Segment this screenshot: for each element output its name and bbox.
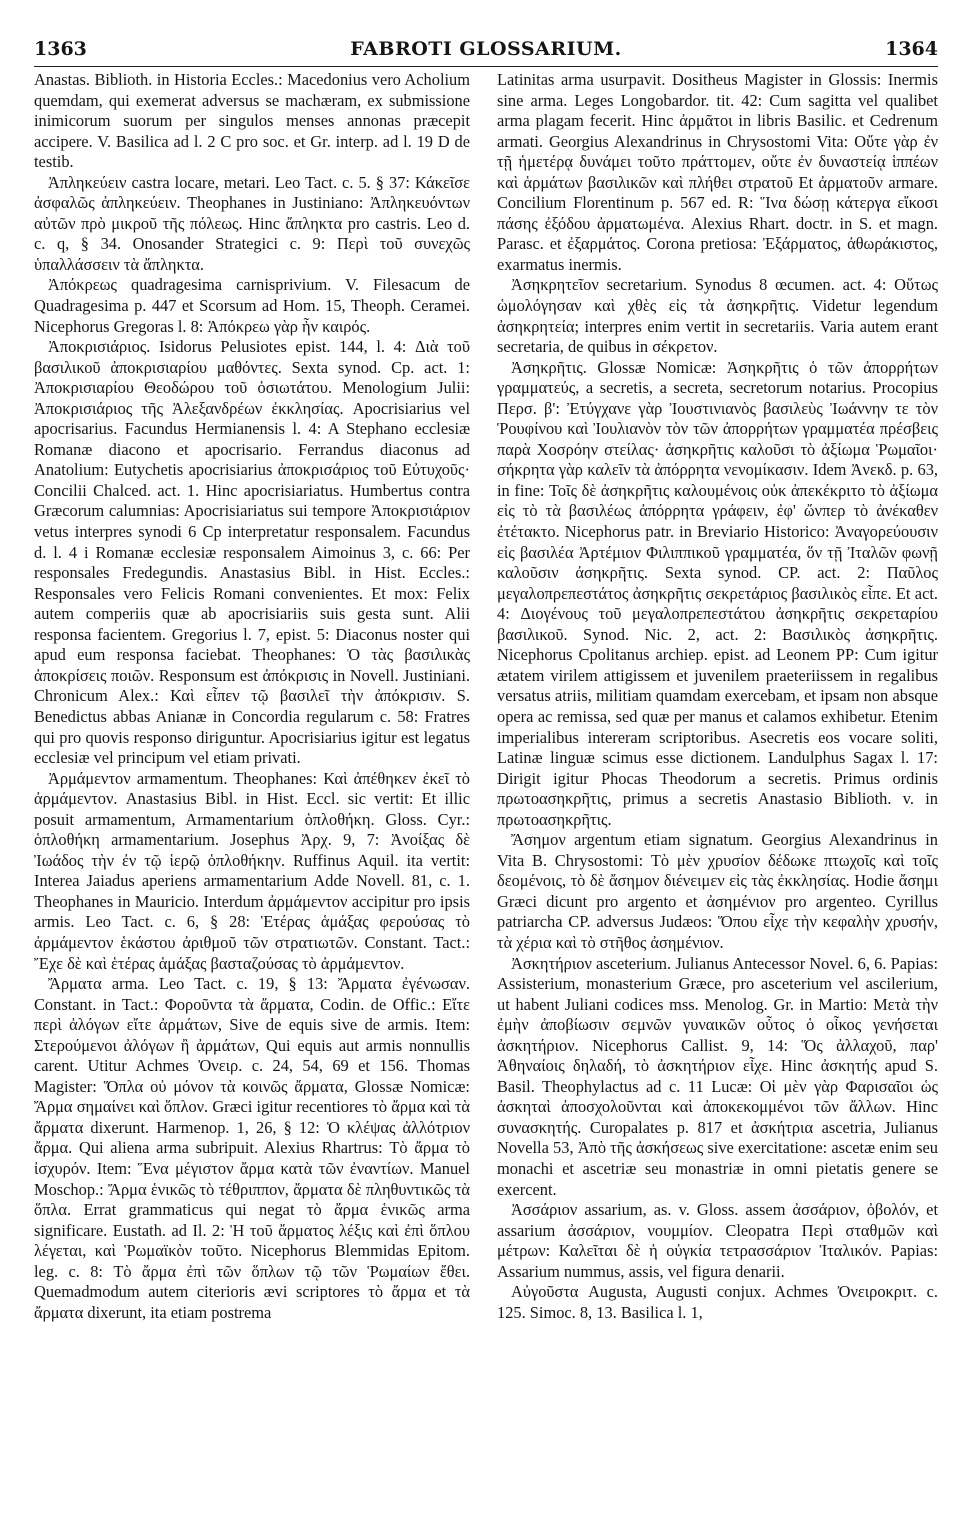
- running-title: FABROTI GLOSSARIUM.: [350, 38, 622, 60]
- entry-paragraph: Αὐγοῦστα Augusta, Augusti conjux. Achmes Ὀνειροκριτ. c. 125. Simoc. 8, 13. Basilica l. 1,: [497, 1282, 938, 1322]
- entry-paragraph: Ἄρματα arma. Leo Tact. c. 19, § 13: Ἄρματα ἐγένωσαν. Constant. in Tact.: Φοροῦντα τὰ ἄρματα, Codin. de Offic.: Εἴτε περὶ ἀλόγων εἴτε ἀρμάτων, Sive de equis sive de armis. Item: Στερούμενοι ἀλόγων ἢ ἀρμάτων, Qui equis aut armis nonnullis carent. Utitur Achmes Ὀνειρ. c. 24, 54, 69 et 156. Thomas Magister: Ὅπλα οὐ μόνον τὰ κοινῶς ἄρματα, Glossæ Nomicæ: Ἄρμα σημαίνει καὶ ὅπλον. Græci igitur recentiores τὸ ἄρμα καὶ τὰ ἄρματα dixerunt. Harmenop. 1, 26, § 12: Ὁ κλέψας ἀλλότριον ἄρμα. Qui aliena arma subripuit. Alexius Rhartrus: Τὸ ἄρμα τὸ ἰσχυρόν. Item: Ἕνα μέγιστον ἄρμα κατὰ τῶν ἐναντίων. Manuel Moschop.: Ἄρμα ἑνικῶς τὸ τέθριππον, ἄρματα δὲ πληθυντικῶς τὰ ὅπλα. Errat grammaticus qui negat τὸ ἄρμα ἑνικῶς arma significare. Eustath. ad Il. 2: Ἡ τοῦ ἄρματος λέξις καὶ ἐπὶ ὅπλου λέγεται, καὶ Ῥωμαϊκὸν τοῦτο. Nicephorus Blemmidas Epitom. leg. c. 8: Τὸ ἄρμα ἐπὶ τῶν ὅπλων τῷ τῶν Ῥωμαίων ἔθει. Quemadmodum autem citerioris ævi scriptores τὸ ἄρμα et τὰ ἄρματα dixerunt, ita etiam postrema: [34, 974, 470, 1322]
- entry-paragraph: Ἀπληκεύειν castra locare, metari. Leo Tact. c. 5. § 37: Κάκεῖσε ἀσφαλῶς ἀπληκεύειν. Theophanes in Justiniano: Ἀπληκευόντων αὐτῶν πρὸ μικροῦ τῆς πόλεως. Hinc ἄπληκτα pro castris. Leo d. c. q, § 34. Onosander Strategici c. 9: Περὶ τοῦ συνεχῶς ὑπαλλάσσειν τὰ ἄπληκτα.: [34, 172, 470, 274]
- entry-paragraph: Ἄσημον argentum etiam signatum. Georgius Alexandrinus in Vita B. Chrysostomi: Τὸ μὲν χρυσίον δέδωκε πτωχοῖς καὶ τοῖς δεομένοις, τὸ δὲ ἄσημον διένειμεν εἰς τὰς ἐκκλησίας. Hodie ἄσημι Græci dicunt pro argento et ἀσημένιον pro argenteo. Cyrillus patriarcha CP. adversus Judæos: Ὅπου εἶχε τὴν κεφαλὴν χρυσήν, τὰ χέρια καὶ τὸ στῆθος ἀσημένιον.: [497, 830, 938, 952]
- entry-paragraph: Ἀσσάριον assarium, as. v. Gloss. assem ἀσσάριον, ὀβολόν, et assarium ἀσσάριον, νουμμίον. Cleopatra Περὶ σταθμῶν καὶ μέτρων: Καλεῖται δὲ ἡ οὐγκία τετρασσάριον Ἰταλικόν. Papias: Assarium nummus, assis, vel figura denarii.: [497, 1200, 938, 1281]
- entry-paragraph: Anastas. Biblioth. in Historia Eccles.: Macedonius vero Acholium quemdam, qui exemerat adversus se machæram, ex submissione inimicorum suorum per singulos menses annonas præcepit accipere. V. Basilica ad l. 2 C pro soc. et Gr. interp. ad l. 19 D de testib.: [34, 70, 470, 172]
- entry-paragraph: Ἀπόκρεως quadragesima carnisprivium. V. Filesacum de Quadragesima p. 447 et Scorsum ad Hom. 15, Theoph. Ceramei. Nicephorus Gregoras l. 8: Ἀπόκρεω γὰρ ἦν καιρός.: [34, 275, 470, 336]
- entry-paragraph: Latinitas arma usurpavit. Dositheus Magister in Glossis: Inermis sine arma. Leges Longobardor. tit. 42: Cum sagitta vel qualibet arma plagam fecerit. Hinc ἀρμᾶτοι in libris Basilic. et Cedrenum armati. Georgius Alexandrinus in Chrysostomi Vita: Οὔτε γὰρ ἐν τῇ ἡμετέρᾳ δυνάμει τοῦτο πράττομεν, οὔτε ἐν δυναστείᾳ ἱππέων καὶ ἁρμάτων βασιλικῶν καὶ πλήθει στρατοῦ Et ἀρματοῦν armare. Concilium Florentinum p. 567 ed. R: Ἵνα δώσῃ κάτεργα εἴκοσι πάσης ἐξόδου ἀρματωμένα. Alexius Rhart. doctr. in S. et magn. Parasc. et ἐξαρμάτος. Corona pretiosa: Ἐξάρματος, ἀθωράκιστος, exarmatus inermis.: [497, 70, 938, 274]
- entry-paragraph: Ἀσηκρητεῖον secretarium. Synodus 8 œcumen. act. 4: Οὕτως ὡμολόγησαν καὶ χθὲς εἰς τὰ ἀσηκρῆτις. Videtur legendum ἀσηκρητεία; interpres enim vertit in secretariis. Varia autem erant secretaria, de quibus in σέκρετον.: [497, 275, 938, 357]
- page-header: [34, 38, 938, 68]
- entry-paragraph: Ἀποκρισιάριος. Isidorus Pelusiotes epist. 144, l. 4: Διὰ τοῦ βασιλικοῦ ἀποκρισιαρίου μαθόντες. Sexta synod. Cp. act. 1: Ἀποκρισιαρίου Θεοδώρου τοῦ ὁσιωτάτου. Menologium Julii: Ἀποκρισιάριος τῆς Ἀλεξανδρέων ἐκκλησίας. Apocrisiarius vel apocrisarius. Facundus Hermianensis l. 4: A Stephano ecclesiæ Romanæ diacono et apocrisario. Ferrandus diaconus ad Anatolium: Eutychetis apocrisiarius ἀποκρισάριος τοῦ Εὐτυχοῦς· Concilii Chalced. act. 1. Hinc apocrisiariatus. Humbertus contra Græcorum calumnias: Apocrisiariatus sui tempore Ἀποκρισιάριον vetus interpres synodi 6 Cp interpretatur responsalem. Facundus d. l. 4 i Romanæ ecclesiæ responsalem Aimoinus 3, c. 66: Per responsales Fredegundis. Anastasius Bibl. in Hist. Eccles.: Responsales vero Felicis Romani convenientes. Et mox: Felix autem comperiis quæ ab apocrisiariis suis gesta sunt. Alii responsa facientem. Gregorius l. 7, epist. 5: Diaconus noster qui apud eum responsa faciebat. Theophanes: Ὁ τὰς βασιλικὰς ἀποκρίσεις ποιῶν. Responsum est ἀπόκρισις in Novell. Justiniani. Chronicum Alex.: Καὶ εἶπεν τῷ βασιλεῖ τὴν ἀπόκρισιν. S. Benedictus abbas Anianæ in Concordia regularum c. 58: Fratres qui pro quovis responso diriguntur. Apocrisiarius igitur est legatus ecclesiæ vel principum vel etiam privati.: [34, 337, 470, 768]
- right-column: [497, 70, 938, 1520]
- left-column: [34, 70, 470, 1520]
- page-number-left: 1363: [34, 38, 87, 60]
- header-rule: [34, 66, 938, 67]
- entry-paragraph: Ἀσηκρῆτις. Glossæ Nomicæ: Ἀσηκρῆτις ὁ τῶν ἀπορρήτων γραμματεύς, a secretis, a secreta, secretorum notarius. Procopius Περσ. β': Ἐτύγχανε γὰρ Ἰουστινιανὸς βασιλεὺς Ἰωάννην τε τὸν Ῥουφίνου καὶ Ἰουλιανὸν τὸν τῶν ἀπορρήτων γραμματέα πρέσβεις παρὰ Χοσρόην στείλας· ἀσηκρῆτις καλοῦσι τὸ ἀξίωμα Ῥωμαῖοι· σήκρητα γὰρ καλεῖν τὰ ἀπόρρητα νενομίκασιν. Idem Ἀνεκδ. p. 63, in fine: Τοῖς δὲ ἀσηκρῆτις καλουμένοις οὐκ ἀπεκέκριτο τὸ ἀξίωμα εἰς τὸ τὰ βασιλέως ἀπόρρητα γράφειν, ἐφ' ὤνπερ τὸ ἀνέκαθεν ἐτέτακτο. Nicephorus patr. in Breviario Historico: Ἀναγορεύουσιν εἰς βασιλέα Ἀρτέμιον Φιλιππικοῦ γραμματέα, ὅν τῇ Ἰταλῶν φωνῇ καλοῦσιν ἀσηκρῆτις. Sexta synod. CP. act. 2: Παῦλος μεγαλοπρεπεστάτος ἀσηκρῆτις σεκρετάριος βασιλικὸς εἶπε. Et act. 4: Διογένους τοῦ μεγαλοπρεπεστάτου ἀσηκρῆτις σεκρεταρίου βασιλικοῦ. Synod. Nic. 2, act. 2: Βασιλικὸς ἀσηκρῆτις. Nicephorus Cpolitanus archiep. epist. ad Leonem PP: Cum igitur ætatem virilem attigissem et juvenilem praeteriissem in regalibus versatus atriis, militiam quamdam exercebam, et ipsam non absque opera ac remissa, sed quæ per manus et calamos exhibetur. Etenim imperialibus intereram scriptoribus. Asecretis eos vocare soliti, Latinæ linguæ scimus esse dictionem. Landulphus Sagax l. 17: Dirigit igitur Phocas Theodorum a secretis. Primus ordinis πρωτοασηκρῆτις, primus a secretis Anastasio Biblioth. v. in πρωτοασηκρῆτις.: [497, 357, 938, 829]
- entry-paragraph: Ἀσκητήριον asceterium. Julianus Antecessor Novel. 6, 6. Papias: Assisterium, monasterium Græce, pro asceterium vel ascilerium, ut habent Juliani codices mss. Menolog. Gr. in Martio: Μετὰ τὴν ἐμὴν ἀποβίωσιν σεμνῶν γυναικῶν οὗτος ὁ οἶκος γενήσεται ἀσκητήριον. Nicephorus Callist. 9, 14: Ὅς ἀλλαχοῦ, παρ' Ἀθηναίοις δηλαδή, τὸ ἀσκητήριον εἶχε. Hinc ἀσκητής apud S. Basil. Theophylactus ad c. 11 Lucæ: Οἱ μὲν γὰρ Φαρισαῖοι ὡς ἀσκηταὶ ἀποσχολοῦνται καὶ ἀποκεκομμένοι τῶν ἄλλων. Hinc συνασκητής. Curopalates p. 817 et ἀσκήτρια ascetria, Julianus Novella 53, Ἀπὸ τῆς ἀσκήσεως sive exercitatione: ascetæ enim seu monachi et ascetriæ seu monastriæ in omni pietatis genere se exercent.: [497, 953, 938, 1199]
- entry-paragraph: Ἀρμάμεντον armamentum. Theophanes: Καὶ ἀπέθηκεν ἐκεῖ τὸ ἀρμάμεντον. Anastasius Bibl. in Hist. Eccl. sic vertit: Et illic posuit armamentum, Armamentarium ὁπλοθήκη. Gloss. Cyr.: ὁπλοθήκη armamentarium. Josephus Ἀρχ. 9, 7: Ἀνοίξας δὲ Ἰωάδος τὴν ἐν τῷ ἱερῷ ὁπλοθήκην. Ruffinus Aquil. ita vertit: Interea Jaiadus aperiens armamentarium Adde Novell. 81, c. 1. Theophanes in Mauricio. Interdum ἀρμάμεντον accipitur pro ipsis armis. Leo Tact. c. 6, § 28: Ἑτέρας ἁμάξας φερούσας τὸ ἀρμάμεντον ἑκάστου ἀριθμοῦ τῶν στρατιωτῶν. Constant. Tact.: Ἔχε δὲ καὶ ἑτέρας ἁμάξας βασταζούσας τὸ ἀρμάμεντον.: [34, 768, 470, 973]
- page-number-right: 1364: [885, 38, 938, 60]
